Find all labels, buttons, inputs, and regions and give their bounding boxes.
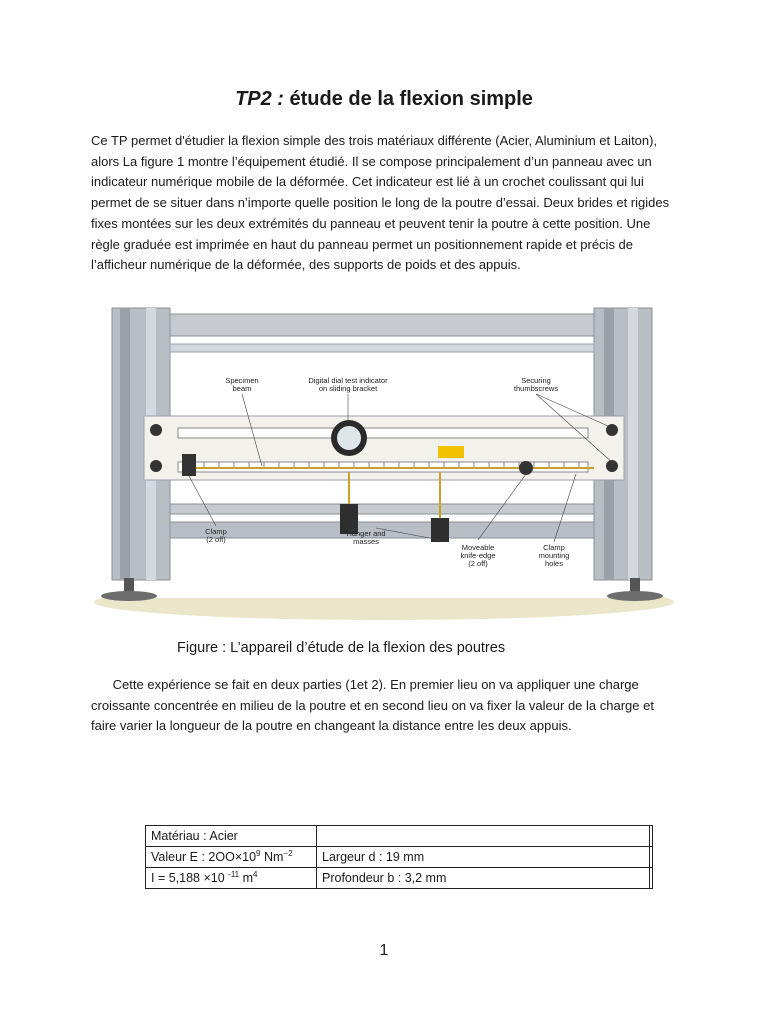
left-column-groove bbox=[120, 308, 130, 580]
label-holes-1: Clamp bbox=[543, 543, 565, 552]
table-row bbox=[146, 826, 653, 847]
cell-sup: 4 bbox=[253, 870, 258, 880]
label-securing-1: Securing bbox=[521, 376, 551, 385]
table-cell: Largeur d : 19 mm bbox=[317, 847, 650, 868]
right-column-highlight bbox=[628, 308, 638, 580]
right-foot bbox=[607, 591, 663, 601]
indicator-label bbox=[438, 446, 464, 458]
cell-sup: -11 bbox=[228, 870, 240, 880]
label-knife-1: Moveable bbox=[461, 543, 495, 552]
experiment-paragraph bbox=[91, 675, 681, 737]
thumbscrew-bl bbox=[150, 460, 162, 472]
label-clamp-2: (2 off) bbox=[206, 535, 226, 544]
label-dial-2: on sliding bracket bbox=[318, 384, 378, 393]
clamp bbox=[182, 454, 196, 476]
title-main: étude de la flexion simple bbox=[283, 88, 533, 110]
label-hanger-2: masses bbox=[353, 537, 379, 546]
table-cell bbox=[650, 826, 653, 847]
properties-table bbox=[145, 825, 653, 889]
top-ruler bbox=[178, 428, 588, 438]
label-knife-2: knife-edge bbox=[460, 551, 496, 560]
top-rail-2 bbox=[170, 344, 594, 352]
figure-caption: Figure : L’appareil d’étude de la flexion des poutres bbox=[177, 640, 506, 656]
experiment-text: Cette expérience se fait en deux parties (1et 2). En premier lieu on va appliquer une charge croissante concentrée en milieu de la poutre et en second lieu on va fixer la valeur de la charge et faire varier la longueur de la poutre en changeant la distance entre les deux appuis. bbox=[91, 677, 654, 734]
knife-edge bbox=[519, 461, 533, 475]
label-clamp-1: Clamp bbox=[205, 527, 227, 536]
thumbscrew-br bbox=[606, 460, 618, 472]
cell-text: I = 5,188 ×10 bbox=[151, 871, 229, 886]
left-foot-post bbox=[124, 578, 134, 592]
table-row bbox=[146, 868, 653, 889]
thumbscrew-tl bbox=[150, 424, 162, 436]
table-cell bbox=[650, 847, 653, 868]
table-cell bbox=[146, 847, 317, 868]
label-dial-1: Digital dial test indicator bbox=[308, 376, 388, 385]
dial-face bbox=[337, 426, 361, 450]
label-specimen-1: Specimen bbox=[225, 376, 259, 385]
table-row bbox=[146, 847, 653, 868]
cell-text: Valeur E : 2OO×10 bbox=[151, 850, 257, 865]
cell-sup: −2 bbox=[283, 849, 293, 859]
table-cell bbox=[146, 868, 317, 889]
apparatus-figure bbox=[94, 304, 674, 620]
right-foot-post bbox=[630, 578, 640, 592]
label-hanger-1: Hanger and bbox=[346, 529, 386, 538]
table-cell bbox=[650, 868, 653, 889]
cell-text: m bbox=[239, 871, 254, 886]
page-title bbox=[0, 88, 768, 111]
label-specimen-2: beam bbox=[232, 384, 252, 393]
top-rail bbox=[170, 314, 594, 336]
title-prefix: TP2 : bbox=[235, 88, 284, 110]
hanger-2-mass bbox=[431, 518, 449, 542]
intro-paragraph: Ce TP permet d'étudier la flexion simple des trois matériaux différente (Acier, Aluminium et Laiton), alors La figure 1 montre l’équipement étudié. Il se compose principalement d’un panneau avec un indicateur numérique mobile de la déformée. Cet indicateur est lié à un crochet coulissant qui lui permet de se situer dans n’importe quelle position le long de la poutre d’essai. Deux brides et rigides fixes montées sur les deux extrémités du panneau et peuvent tenir la poutre à cette position. Une règle graduée est imprimée en haut du panneau permet un positionnement rapide et précis de l’afficheur numérique de la déformée, des supports de poids et des appuis. bbox=[91, 133, 670, 273]
left-foot bbox=[101, 591, 157, 601]
table-cell bbox=[317, 826, 650, 847]
label-holes-2: mounting bbox=[538, 551, 570, 560]
table-cell: Profondeur b : 3,2 mm bbox=[317, 868, 650, 889]
cell-text: Nm bbox=[260, 850, 284, 865]
page-number: 1 bbox=[379, 942, 389, 959]
cell-sup: 9 bbox=[256, 849, 261, 859]
table-cell: Matériau : Acier bbox=[146, 826, 317, 847]
label-knife-3: (2 off) bbox=[468, 559, 488, 568]
bottom-rail bbox=[170, 504, 594, 514]
label-holes-3: holes bbox=[545, 559, 563, 568]
label-securing-2: thumbscrews bbox=[513, 384, 559, 393]
